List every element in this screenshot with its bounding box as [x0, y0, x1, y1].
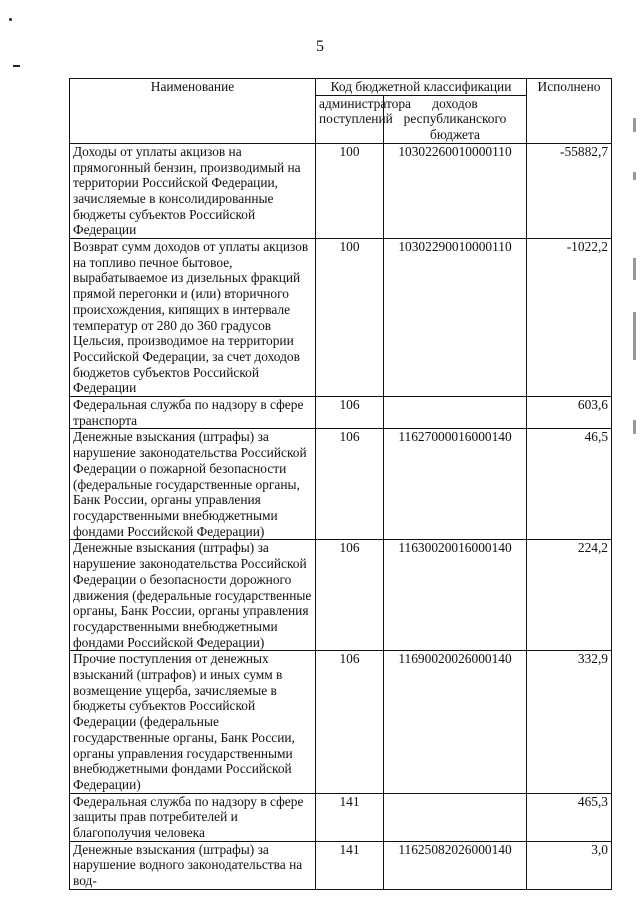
row-code: [384, 793, 527, 841]
row-administrator: 106: [316, 651, 384, 793]
row-administrator: 106: [316, 540, 384, 651]
row-value: 224,2: [527, 540, 612, 651]
row-name: Федеральная служба по надзору в сфере транспорта: [70, 397, 316, 429]
row-administrator: 100: [316, 239, 384, 397]
header-revenue-code: доходов республиканского бюджета: [384, 95, 527, 143]
row-code: 10302260010000110: [384, 143, 527, 238]
page-number: 5: [316, 38, 324, 55]
row-value: -1022,2: [527, 239, 612, 397]
scan-speck: [9, 18, 12, 21]
row-value: 3,0: [527, 841, 612, 889]
budget-revenue-table: [69, 78, 612, 890]
scan-edge-mark: [633, 118, 636, 132]
header-administrator: администратора поступлений: [316, 95, 384, 143]
header-name: Наименование: [70, 79, 316, 144]
row-value: 465,3: [527, 793, 612, 841]
row-code: 11627000016000140: [384, 429, 527, 540]
scan-edge-mark: [633, 258, 636, 280]
row-administrator: 106: [316, 429, 384, 540]
table-row: [70, 143, 612, 238]
row-code: 11625082026000140: [384, 841, 527, 889]
table-row: [70, 397, 612, 429]
scan-edge-mark: [633, 312, 636, 360]
row-code: 11690020026000140: [384, 651, 527, 793]
row-value: 603,6: [527, 397, 612, 429]
row-administrator: 141: [316, 841, 384, 889]
row-name: Федеральная служба по надзору в сфере защиты прав потребителей и благополучия человека: [70, 793, 316, 841]
row-code: 11630020016000140: [384, 540, 527, 651]
header-classification-code: Код бюджетной классификации: [316, 79, 527, 96]
table-row: [70, 540, 612, 651]
row-name: Доходы от уплаты акцизов на прямогонный бензин, производимый на территории Российской Федерации, зачисляемые в консолидированные бюджеты субъектов Российской Федерации: [70, 143, 316, 238]
table-row: [70, 841, 612, 889]
table-row: [70, 239, 612, 397]
table-row: [70, 651, 612, 793]
row-administrator: 106: [316, 397, 384, 429]
row-administrator: 100: [316, 143, 384, 238]
scan-edge-mark: [633, 420, 636, 434]
row-name: Денежные взыскания (штрафы) за нарушение водного законодательства на вод-: [70, 841, 316, 889]
row-administrator: 141: [316, 793, 384, 841]
scan-edge-mark: [633, 172, 636, 180]
row-name: Прочие поступления от денежных взысканий (штрафов) и иных сумм в возмещение ущерба, зачисляемые в бюджеты субъектов Российской Федерации (федеральные государственные органы, Банк России, органы управления государственными внебюджетными фондами Российской Федерации): [70, 651, 316, 793]
scan-speck: [13, 65, 20, 67]
row-name: Денежные взыскания (штрафы) за нарушение законодательства Российской Федерации о пожарной безопасности (федеральные государственные органы, Банк России, органы управления государственными внебюджетными фондами Российской Федерации): [70, 429, 316, 540]
row-value: 46,5: [527, 429, 612, 540]
row-code: [384, 397, 527, 429]
row-value: 332,9: [527, 651, 612, 793]
row-value: -55882,7: [527, 143, 612, 238]
table-row: [70, 429, 612, 540]
header-executed: Исполнено: [527, 79, 612, 144]
table-row: [70, 793, 612, 841]
row-name: Денежные взыскания (штрафы) за нарушение законодательства Российской Федерации о безопасности дорожного движения (федеральные государственные органы, Банк России, органы управления государственными внебюджетными фондами Российской Федерации): [70, 540, 316, 651]
row-code: 10302290010000110: [384, 239, 527, 397]
row-name: Возврат сумм доходов от уплаты акцизов на топливо печное бытовое, вырабатываемое из дизельных фракций прямой перегонки и (или) вторичного происхождения, кипящих в интервале температур от 280 до 360 градусов Цельсия, производимое на территории Российской Федерации, за счет доходов бюджетов субъектов Российской Федерации: [70, 239, 316, 397]
